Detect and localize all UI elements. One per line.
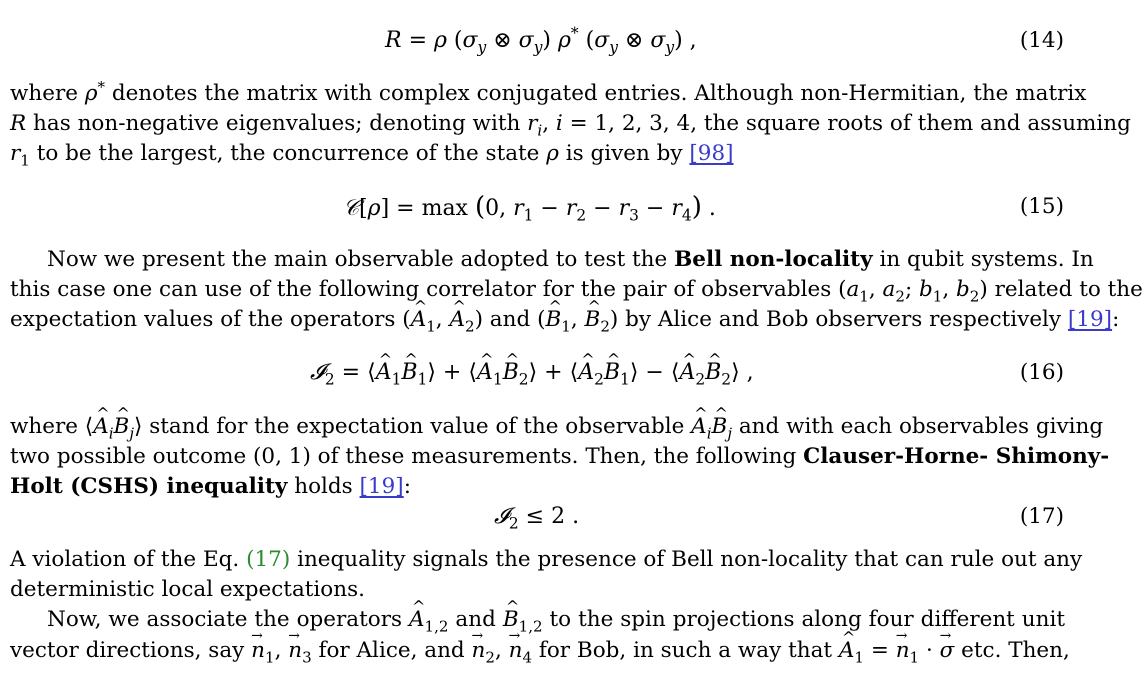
text-run: two possible outcome (0, 1) of these measurements. Then, the following <box>10 444 797 469</box>
paragraph-line: where ρ* denotes the matrix with complex conjugated entries. Although non-Hermitian, the matrix <box>10 77 1087 106</box>
equation-16: 𝓘$_2$ = ⟨^ $A_1\^{}$ $B_1⟩$ + ⟨^ $A_1\^{}$ $B_2⟩$ + ⟨^ $A_2\^{}$ $B_1⟩$ − ⟨^ $A_2\^{}$ $B_2⟩$ , <box>310 358 754 388</box>
equation-number-14: (14) <box>1019 28 1064 53</box>
bold-term: Clauser-Horne- Shimony- <box>803 444 1110 469</box>
paragraph-line <box>10 442 1110 472</box>
equation-reference-link[interactable]: (17) <box>246 547 291 572</box>
text-run: inequality signals the presence of Bell non-locality that can rule out any <box>297 547 1083 572</box>
equation-15: 𝒞[ρ] = max (0, $r_1 - r_2 - r_3 - r_4$) . <box>343 192 716 225</box>
text-run: Now we present the main observable adopted to test the <box>47 247 668 272</box>
equation-17: 𝓘$_2$ ≤ 2 . <box>494 504 580 533</box>
equation-number-16: (16) <box>1019 360 1064 385</box>
paragraph-line: Holt (CSHS) inequality holds [19]: <box>10 474 411 499</box>
paragraph-line: where ⟨^ $A_i\^{}$ $B_j⟩$ stand for the expectation value of the observable ^ $A_i\^{}$ $B_j$ and with each observables giving <box>10 412 1065 442</box>
paragraph-line: vector directions, say → $n_1$, → $n_3$ for Alice, and → $n_2$, → $n_4$ for Bob, in such a way that ^ $A_1$ = → $n_1$ · → σ etc. Then, <box>10 636 1065 666</box>
paragraph-line: deterministic local expectations. <box>10 577 365 602</box>
bold-term: Bell non-locality <box>674 247 873 272</box>
citation-link[interactable]: [19] <box>1067 307 1113 332</box>
paragraph-line: $r_1$ to be the largest, the concurrence of the state ρ is given by [98] <box>10 141 734 170</box>
text-run: in qubit systems. In <box>879 247 1094 272</box>
paragraph-line <box>10 245 1094 275</box>
equation-number-17: (17) <box>1019 504 1064 529</box>
paragraph-line: this case one can use of the following correlator for the pair of observables ($a_1$, $a_2$; $b_1$, $b_2$) related to the <box>10 277 1143 306</box>
text-run: holds <box>294 474 353 499</box>
equation-number-15: (15) <box>1019 194 1064 219</box>
citation-link[interactable]: [19] <box>359 474 404 499</box>
paragraph-line: R has non-negative eigenvalues; denoting with $r_i$, i = 1, 2, 3, 4, the square roots of them and assuming <box>10 111 1131 140</box>
paragraph-line: expectation values of the operators (^ $A_1$, ^ $A_2$) and (^ $B_1$, ^ $B_2$) by Alice and Bob observers respectively [19]: <box>10 305 1065 335</box>
paragraph-line: Now, we associate the operators ^ $A_{1,2}$ and ^ $B_{1,2}$ to the spin projections along four different unit <box>10 605 1065 635</box>
text-run: A violation of the Eq. <box>10 547 240 572</box>
equation-14: R = ρ ($\sigma_y$ ⊗ $\sigma_y$) ρ* ($\sigma_y$ ⊗ $\sigma_y$) , <box>385 24 697 57</box>
paragraph-line <box>10 545 1083 575</box>
citation-link[interactable]: [98] <box>689 141 734 166</box>
bold-term: Holt (CSHS) inequality <box>10 474 288 499</box>
